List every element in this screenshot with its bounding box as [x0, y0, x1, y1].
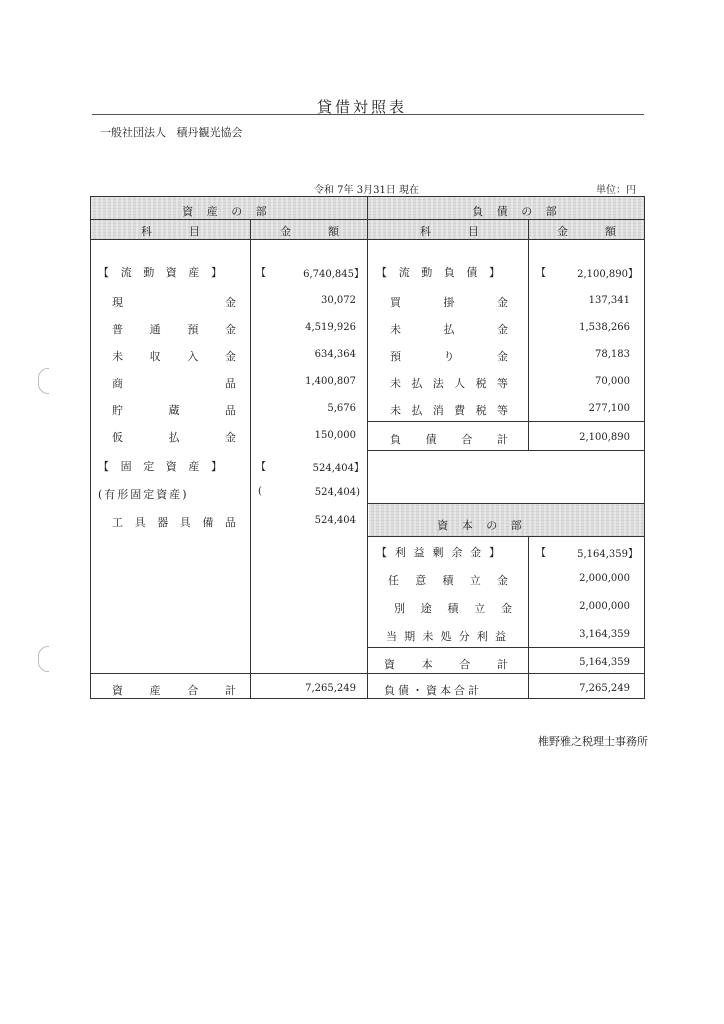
assets-row-amount: 5,676 — [327, 403, 356, 414]
assets-row-amount: 524,404) — [314, 487, 360, 498]
liabilities-col-item: 科 目 — [420, 225, 480, 238]
report-date: 令和 7年 3月31日 現在 — [314, 185, 419, 196]
assets-row-label: 商 品 — [112, 377, 236, 390]
title-rule — [92, 114, 644, 115]
equity-total-label: 資 本 合 計 — [384, 658, 508, 671]
scan-mark — [38, 646, 49, 672]
equity-row-amount: 5,164,359】 — [577, 549, 638, 560]
assets-total-amount: 7,265,249 — [305, 683, 356, 694]
equity-row-label: 【 利 益 剰 余 金 】 — [376, 546, 500, 559]
assets-total-label: 資 産 合 計 — [112, 684, 236, 697]
organization-name: 積丹観光協会 — [176, 126, 243, 139]
liabilities-row-label: 買 掛 金 — [390, 296, 508, 309]
assets-row-amount: 524,404 — [314, 515, 356, 526]
assets-row-amount: 4,519,926 — [305, 322, 356, 333]
equity-row-label: 当 期 未 処 分 利 益 — [386, 630, 506, 643]
organization-type: 一般社団法人 — [100, 126, 166, 139]
assets-row-label: 現 金 — [112, 296, 236, 309]
assets-row-label: 未 収 入 金 — [112, 350, 236, 363]
liabilities-section-title: 負 債 の 部 — [472, 205, 558, 218]
assets-column-divider — [250, 219, 251, 698]
equity-header-bottom-rule — [368, 536, 644, 537]
assets-row-label: (有形固定資産) — [98, 488, 189, 501]
assets-row-label: 【 流 動 資 産 】 — [98, 266, 222, 279]
grand-total-label: 負債・資本合計 — [384, 684, 482, 697]
bracket-open: 【 — [256, 268, 266, 279]
assets-row-label: 【 固 定 資 産 】 — [98, 460, 222, 473]
unit-label: 単位：円 — [596, 185, 636, 196]
liabilities-column-divider — [528, 219, 529, 450]
grand-total-amount: 7,265,249 — [579, 683, 630, 694]
assets-col-amount: 金 額 — [280, 225, 340, 238]
liabilities-total-amount: 2,100,890 — [579, 432, 630, 443]
equity-row-label: 別 途 積 立 金 — [394, 602, 512, 615]
assets-col-item: 科 目 — [141, 225, 201, 238]
liabilities-row-label: 預 り 金 — [390, 350, 508, 363]
assets-row-amount: 150,000 — [314, 430, 356, 441]
liabilities-row-amount: 137,341 — [588, 295, 630, 306]
assets-row-amount: 30,072 — [321, 295, 356, 306]
assets-section-title: 資 産 の 部 — [182, 205, 268, 218]
bracket-open: 【 — [536, 268, 546, 279]
center-divider — [367, 197, 368, 698]
organization — [100, 124, 243, 140]
equity-row-amount: 2,000,000 — [579, 601, 630, 612]
assets-row-label: 貯 蔵 品 — [112, 404, 236, 417]
liabilities-col-amount: 金 額 — [557, 225, 617, 238]
equity-total-rule — [368, 647, 644, 648]
liabilities-row-amount: 78,183 — [595, 349, 630, 360]
accounting-firm: 椎野雅之税理士事務所 — [538, 735, 648, 748]
document-title: 貸借対照表 — [316, 98, 407, 116]
liabilities-row-label: 未 払 金 — [390, 323, 508, 336]
liabilities-row-amount: 70,000 — [595, 376, 630, 387]
assets-row-label: 工 具 器 具 備 品 — [112, 516, 236, 529]
assets-row-amount: 6,740,845】 — [303, 269, 364, 280]
equity-total-amount: 5,164,359 — [579, 657, 630, 668]
liabilities-row-label: 未 払 消 費 税 等 — [390, 404, 508, 417]
assets-row-amount: 524,404】 — [312, 463, 364, 474]
assets-row-label: 普 通 預 金 — [112, 323, 236, 336]
equity-row-amount: 3,164,359 — [579, 629, 630, 640]
liabilities-row-label: 【 流 動 負 債 】 — [376, 266, 500, 279]
liabilities-bottom-rule — [368, 450, 644, 451]
liabilities-row-label: 未 払 法 人 税 等 — [390, 377, 508, 390]
assets-row-amount: 634,364 — [314, 349, 356, 360]
bracket-open: ( — [258, 486, 262, 497]
liabilities-total-label: 負 債 合 計 — [390, 433, 508, 446]
grand-total-rule — [91, 673, 644, 674]
assets-row-label: 仮 払 金 — [112, 431, 236, 444]
liabilities-total-rule — [368, 421, 644, 422]
bracket-open: 【 — [536, 548, 546, 559]
liabilities-row-amount: 1,538,266 — [579, 322, 630, 333]
equity-row-label: 任 意 積 立 金 — [388, 574, 508, 587]
bracket-open: 【 — [256, 462, 266, 473]
scan-mark — [38, 368, 49, 394]
liabilities-row-amount: 2,100,890】 — [577, 269, 638, 280]
assets-row-amount: 1,400,807 — [305, 376, 356, 387]
equity-section-title: 資 本 の 部 — [437, 519, 523, 532]
equity-row-amount: 2,000,000 — [579, 573, 630, 584]
liabilities-row-amount: 277,100 — [588, 403, 630, 414]
